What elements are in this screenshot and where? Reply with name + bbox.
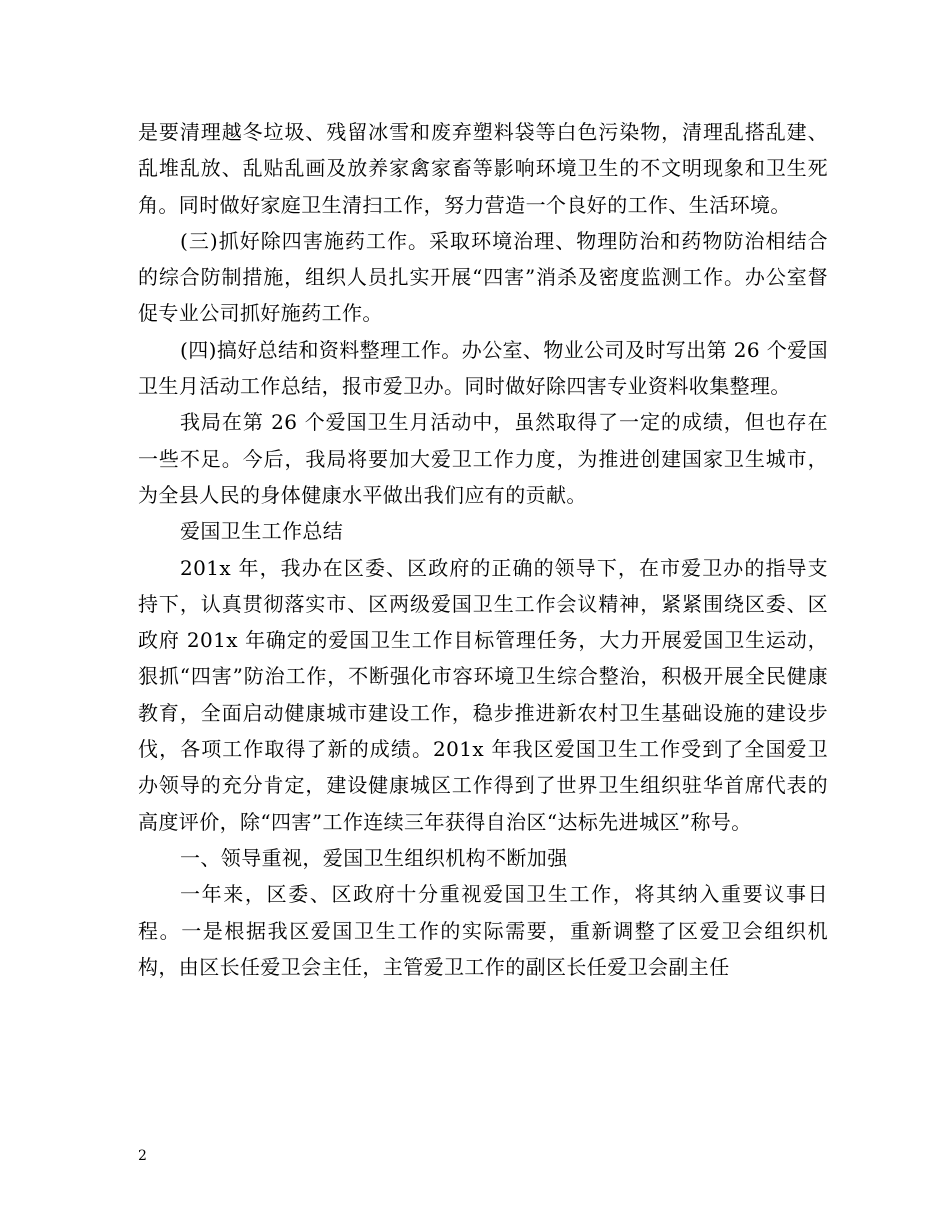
paragraph-item-3: (三)抓好除四害施药工作。采取环境治理、物理防治和药物防治相结合的综合防制措施，组织人员扎实开展“四害”消杀及密度监测工作。办公室督促专业公司抓好施药工作。 (138, 228, 828, 326)
paragraph-conclusion: 我局在第 26 个爱国卫生月活动中，虽然取得了一定的成绩，但也存在一些不足。今后，我局将要加大爱卫工作力度，为推进创建国家卫生城市，为全县人民的身体健康水平做出我们应有的贡献。 (138, 410, 828, 507)
paragraph-item-4: (四)搞好总结和资料整理工作。办公室、物业公司及时写出第 26 个爱国卫生月活动工作总结，报市爱卫办。同时做好除四害专业资料收集整理。 (138, 337, 828, 399)
section-heading-1: 一、领导重视，爱国卫生组织机构不断加强 (180, 845, 568, 870)
document-body (138, 114, 828, 985)
paragraph-section-1: 一年来，区委、区政府十分重视爱国卫生工作，将其纳入重要议事日程。一是根据我区爱国卫生工作的实际需要，重新调整了区爱卫会组织机构，由区长任爱卫会主任，主管爱卫工作的副区长任爱卫会副主任 (138, 882, 828, 979)
page-number: 2 (138, 1148, 147, 1164)
paragraph-continuation: 是要清理越冬垃圾、残留冰雪和废弃塑料袋等白色污染物，清理乱搭乱建、乱堆乱放、乱贴乱画及放养家禽家畜等影响环境卫生的不文明现象和卫生死角。同时做好家庭卫生清扫工作，努力营造一个良好的工作、生活环境。 (138, 120, 828, 217)
section-title: 爱国卫生工作总结 (180, 519, 344, 544)
paragraph-summary: 201x 年，我办在区委、区政府的正确的领导下，在市爱卫办的指导支持下，认真贯彻落实市、区两级爱国卫生工作会议精神，紧紧围绕区委、区政府 201x 年确定的爱国卫生工作目标管理任务，大力开展爱国卫生运动，狠抓“四害”防治工作，不断强化市容环境卫生综合整治，积极开展全民健康教育，全面启动健康城市建设工作，稳步推进新农村卫生基础设施的建设步伐，各项工作取得了新的成绩。201x 年我区爱国卫生工作受到了全国爱卫办领导的充分肯定，建设健康城区工作得到了世界卫生组织驻华首席代表的高度评价，除“四害”工作连续三年获得自治区“达标先进城区”称号。 (138, 555, 828, 834)
